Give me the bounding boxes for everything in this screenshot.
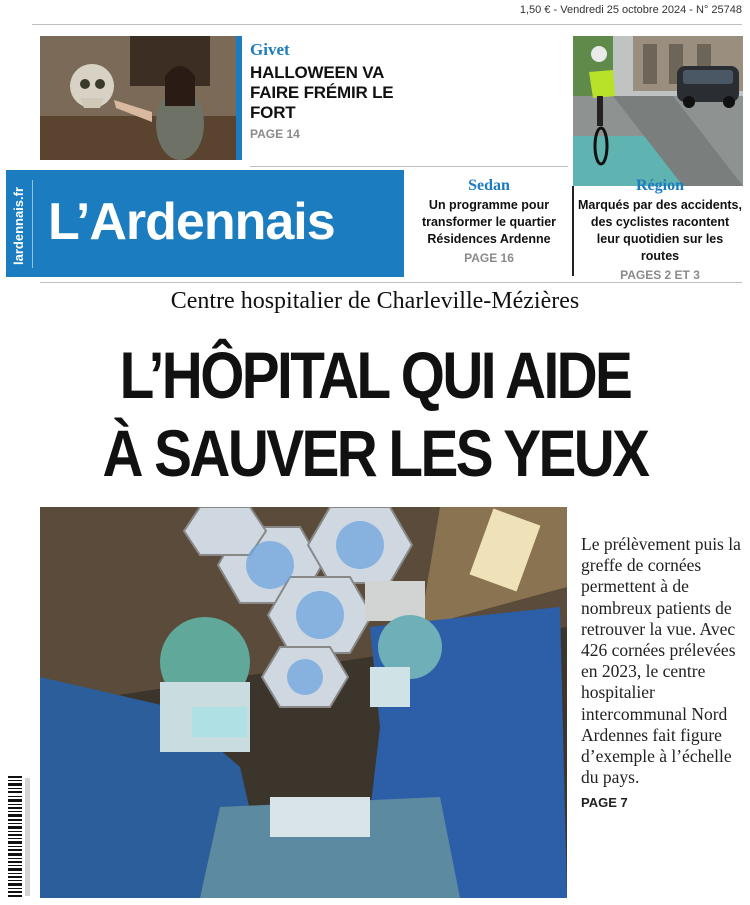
halloween-photo[interactable] [40,36,242,160]
top-rule [32,24,742,25]
story-supra: Centre hospitalier de Charleville-Mézières [170,288,580,314]
teaser-left-headline[interactable]: HALLOWEEN VA FAIRE FRÉMIR LE FORT [250,63,394,122]
masthead[interactable] [6,170,404,277]
teaser-right-page[interactable]: PAGES 2 ET 3 [620,268,700,282]
issue-info: 1,50 € - Vendredi 25 octobre 2024 - N° 25748 [519,4,742,16]
story-body [581,534,743,814]
teaser-left-kicker: Givet [250,40,290,59]
surgery-photo[interactable] [40,507,567,898]
newspaper-logo[interactable]: L’Ardennais [48,193,335,251]
main-headline-line2[interactable]: À SAUVER LES YEUX [102,416,648,490]
teaser-right-kicker: Région [636,177,684,194]
teaser-left-page[interactable]: PAGE 14 [250,127,300,141]
column-divider [572,186,574,276]
main-headline-line1[interactable]: L’HÔPITAL QUI AIDE [119,338,631,412]
teaser-mid-kicker: Sedan [468,177,510,194]
site-url[interactable]: lardennais.fr [11,186,26,265]
story-page[interactable]: PAGE 7 [581,795,628,811]
masthead-divider [32,180,33,268]
teaser-right-headline[interactable]: Marqués par des accidents, des cyclistes racontent leur quotidien sur les routes [578,198,742,263]
teaser-accent-bar [236,36,242,160]
cyclist-photo[interactable] [573,36,743,186]
teaser-mid-page[interactable]: PAGE 16 [464,251,514,265]
mid-rule-2 [40,282,742,283]
mid-rule-1 [250,166,568,167]
barcode [8,776,34,898]
teaser-mid-headline[interactable]: Un programme pour transformer le quartier Résidences Ardenne [421,198,557,246]
story-body-text: Le prélèvement puis la greffe de cornées permettent à de nombreux patients de retrouver la vue. Avec 426 cornées prélevées en 2023, le centre hospitalier intercommunal Nord Ardennes fait figure d’exemple à l’échelle du pays. [581,534,741,788]
